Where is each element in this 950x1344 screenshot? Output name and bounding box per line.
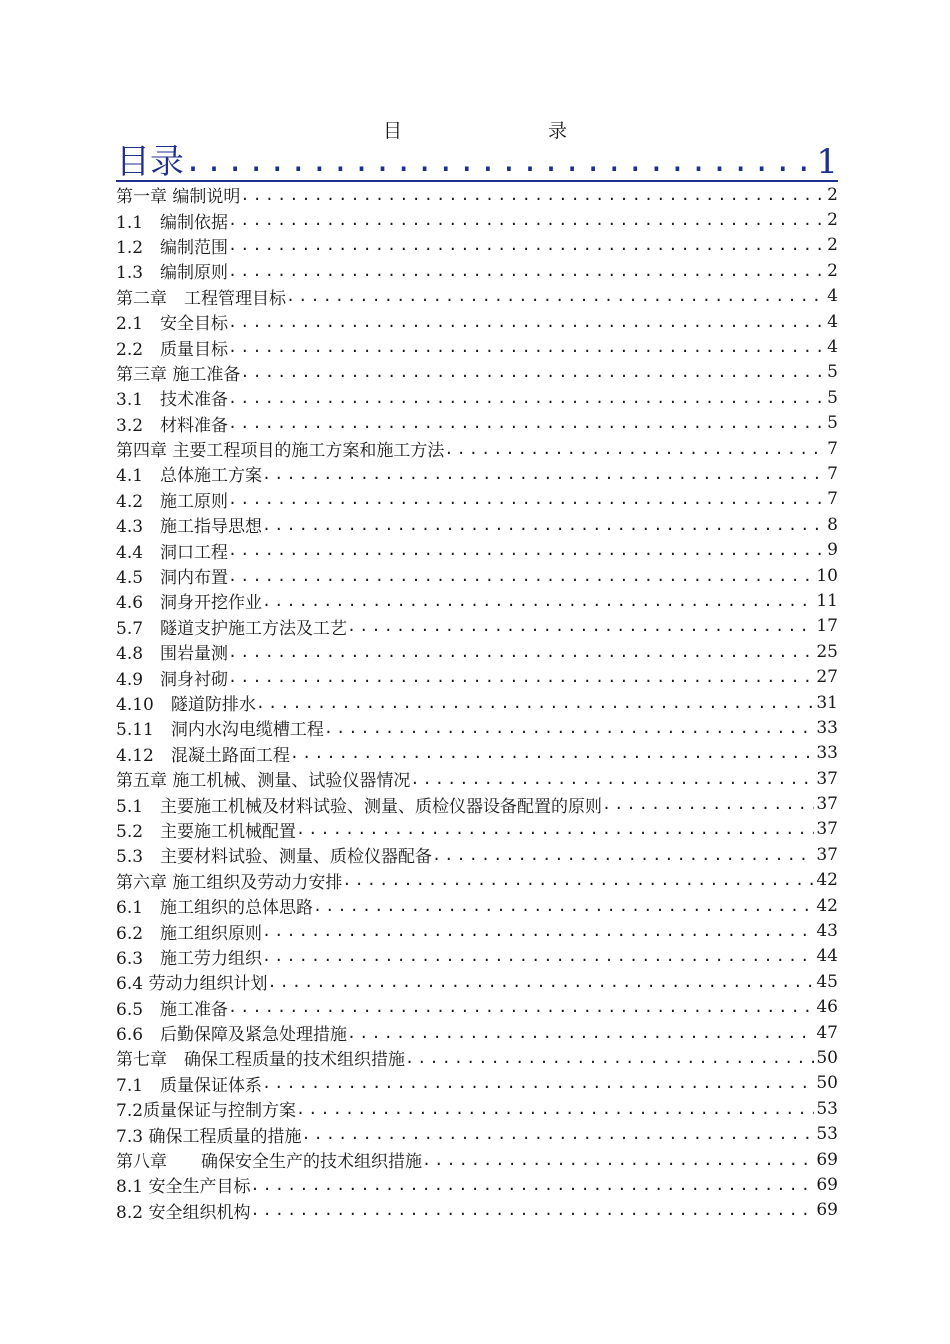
toc-entry-page: 8 xyxy=(827,514,838,535)
toc-entry-label: 4.9 洞身衬砌 xyxy=(116,669,229,690)
toc-entry-label: 6.2 施工组织原则 xyxy=(116,923,263,944)
toc-entry-page: 42 xyxy=(816,870,838,891)
page-title: 目 录 xyxy=(382,120,603,142)
toc-entry[interactable] xyxy=(116,1096,838,1121)
toc-entry-page: 33 xyxy=(816,717,838,738)
toc-entry[interactable] xyxy=(116,233,838,258)
toc-entry[interactable] xyxy=(116,614,838,639)
toc-entry[interactable] xyxy=(116,1198,838,1223)
toc-entry[interactable] xyxy=(116,309,838,334)
toc-entry-page: 2 xyxy=(827,235,838,256)
toc-entry-page: 5 xyxy=(827,362,838,383)
toc-entry-page: 5 xyxy=(827,387,838,408)
toc-entry[interactable] xyxy=(116,1045,838,1070)
toc-entry-page: 17 xyxy=(816,616,838,637)
toc-entry-label: 4.3 施工指导思想 xyxy=(116,517,263,538)
toc-entry-label: 4.6 洞身开挖作业 xyxy=(116,593,263,614)
toc-entry[interactable] xyxy=(116,284,838,309)
toc-entry-label: 6.6 后勤保障及紧急处理措施 xyxy=(116,1025,348,1046)
toc-entry-label: 1.1 编制依据 xyxy=(116,212,229,233)
toc-entry[interactable] xyxy=(116,1147,838,1172)
dot-leader xyxy=(228,313,825,331)
dot-leader xyxy=(228,541,825,559)
toc-entry-label: 6.5 施工准备 xyxy=(116,999,229,1020)
toc-entry-page: 50 xyxy=(816,1047,838,1068)
toc-entry-label: 4.1 总体施工方案 xyxy=(116,466,263,487)
toc-entry-page: 53 xyxy=(816,1124,838,1145)
toc-entry[interactable] xyxy=(116,995,838,1020)
toc-entry-label: 第六章 施工组织及劳动力安排 xyxy=(116,872,343,893)
toc-entry[interactable] xyxy=(116,918,838,943)
dot-leader xyxy=(313,897,814,915)
dot-leader xyxy=(347,617,814,635)
dot-leader xyxy=(410,770,814,788)
dot-leader xyxy=(228,262,825,280)
toc-entry[interactable] xyxy=(116,436,838,461)
dot-leader xyxy=(262,922,814,940)
toc-entry-label: 4.8 围岩量测 xyxy=(116,644,229,665)
toc-entry-page: 9 xyxy=(827,540,838,561)
toc-entry-page: 47 xyxy=(816,1022,838,1043)
toc-entry-label: 第一章 编制说明 xyxy=(116,187,241,208)
dot-leader xyxy=(296,1100,814,1118)
toc-entry[interactable] xyxy=(116,207,838,232)
dot-leader xyxy=(405,1049,814,1067)
toc-entry[interactable] xyxy=(116,360,838,385)
dot-leader xyxy=(267,973,814,991)
toc-entry-page: 2 xyxy=(827,184,838,205)
toc-entry-label: 第二章 工程管理目标 xyxy=(116,288,286,309)
dot-leader xyxy=(262,592,814,610)
toc-entry[interactable] xyxy=(116,588,838,613)
toc-entry-label: 第四章 主要工程项目的施工方案和施工方法 xyxy=(116,441,445,462)
toc-entry-page: 37 xyxy=(816,794,838,815)
dot-leader xyxy=(250,1201,814,1219)
toc-entry[interactable] xyxy=(116,512,838,537)
dot-leader xyxy=(228,668,814,686)
toc-entry-label: 5.1 主要施工机械及材料试验、测量、质检仪器设备配置的原则 xyxy=(116,796,603,817)
toc-entry-label: 第七章 确保工程质量的技术组织措施 xyxy=(116,1050,405,1071)
toc-entry-page: 53 xyxy=(816,1098,838,1119)
toc-entry-page: 4 xyxy=(827,337,838,358)
dot-leader xyxy=(228,236,825,254)
toc-entry[interactable] xyxy=(116,1020,838,1045)
toc-entry-page: 2 xyxy=(827,260,838,281)
dot-leader xyxy=(286,287,825,305)
toc-entry-label: 第三章 施工准备 xyxy=(116,364,241,385)
toc-entry-page: 69 xyxy=(816,1149,838,1170)
toc-entry-label: 4.2 施工原则 xyxy=(116,491,229,512)
dot-leader xyxy=(347,1024,814,1042)
toc-entry-page: 43 xyxy=(816,921,838,942)
toc-entry-page: 7 xyxy=(827,489,838,510)
toc-entry[interactable] xyxy=(116,487,838,512)
toc-entry[interactable] xyxy=(116,1172,838,1197)
toc-entry-page: 69 xyxy=(816,1200,838,1221)
toc-entry-label: 6.4 劳动力组织计划 xyxy=(116,974,268,995)
dot-leader xyxy=(296,820,814,838)
dot-leader xyxy=(262,1074,814,1092)
toc-entry[interactable] xyxy=(116,639,838,664)
dot-leader xyxy=(422,1151,814,1169)
toc-entry-page: 4 xyxy=(827,311,838,332)
dot-leader xyxy=(228,567,814,585)
toc-entry-page: 69 xyxy=(816,1174,838,1195)
toc-entry-label: 2.2 质量目标 xyxy=(116,339,229,360)
toc-entry-label: 6.3 施工劳力组织 xyxy=(116,948,263,969)
toc-entry-label: 第五章 施工机械、测量、试验仪器情况 xyxy=(116,771,411,792)
toc-entry[interactable] xyxy=(116,1121,838,1146)
toc-entry[interactable] xyxy=(116,893,838,918)
toc-entry[interactable] xyxy=(116,182,838,207)
dot-leader xyxy=(262,947,814,965)
toc-entry-label: 5.2 主要施工机械配置 xyxy=(116,821,297,842)
toc-entry[interactable] xyxy=(116,791,838,816)
toc-entry[interactable] xyxy=(116,334,838,359)
toc-heading-link[interactable] xyxy=(116,142,838,182)
toc-entry-label: 8.2 安全组织机构 xyxy=(116,1202,251,1223)
toc-entry-page: 44 xyxy=(816,946,838,967)
toc-entry-label: 1.3 编制原则 xyxy=(116,263,229,284)
dot-leader xyxy=(256,694,815,712)
toc-entry[interactable] xyxy=(116,817,838,842)
dot-leader xyxy=(290,744,815,762)
toc-entry-page: 37 xyxy=(816,819,838,840)
toc-entry-label: 1.2 编制范围 xyxy=(116,237,229,258)
toc-entry-label: 3.1 技术准备 xyxy=(116,390,229,411)
toc-entry-label: 7.3 确保工程质量的措施 xyxy=(116,1126,302,1147)
toc-heading-label: 目录 xyxy=(116,142,184,182)
dot-leader xyxy=(228,338,825,356)
toc-entry-page: 33 xyxy=(816,743,838,764)
toc-entry-page: 37 xyxy=(816,768,838,789)
toc-entry[interactable] xyxy=(116,664,838,689)
toc-entry-page: 50 xyxy=(816,1073,838,1094)
toc-entry-label: 4.10 隧道防排水 xyxy=(116,695,256,715)
toc-entry[interactable] xyxy=(116,537,838,562)
dot-leader xyxy=(250,1176,814,1194)
toc-entry-label: 4.4 洞口工程 xyxy=(116,542,229,563)
toc-entry[interactable] xyxy=(116,944,838,969)
toc-entry-label: 8.1 安全生产目标 xyxy=(116,1177,251,1198)
toc-list xyxy=(116,182,838,1223)
toc-entry-page: 45 xyxy=(816,971,838,992)
toc-entry-page: 46 xyxy=(816,997,838,1018)
toc-entry-label: 5.7 隧道支护施工方法及工艺 xyxy=(116,618,348,639)
dot-leader xyxy=(240,363,825,381)
toc-heading-page: 1 xyxy=(816,142,838,182)
toc-entry-label: 7.2质量保证与控制方案 xyxy=(116,1101,297,1122)
toc-entry-label: 5.3 主要材料试验、测量、质检仪器配备 xyxy=(116,847,433,868)
toc-entry[interactable] xyxy=(116,411,838,436)
toc-entry-page: 42 xyxy=(816,895,838,916)
dot-leader xyxy=(324,719,815,737)
toc-entry[interactable] xyxy=(116,258,838,283)
dot-leader xyxy=(444,440,825,458)
toc-entry[interactable] xyxy=(116,842,838,867)
toc-entry[interactable] xyxy=(116,385,838,410)
toc-entry-page: 7 xyxy=(827,438,838,459)
dot-leader xyxy=(240,186,825,204)
toc-entry[interactable] xyxy=(116,690,838,715)
toc-entry-page: 25 xyxy=(816,641,838,662)
toc-entry-label: 2.1 安全目标 xyxy=(116,314,229,335)
toc-entry-page: 31 xyxy=(816,692,838,713)
toc-entry[interactable] xyxy=(116,461,838,486)
dot-leader xyxy=(301,1125,814,1143)
toc-entry-page: 11 xyxy=(816,590,838,611)
toc-entry-label: 4.5 洞内布置 xyxy=(116,568,229,589)
dot-leader xyxy=(184,144,816,180)
dot-leader xyxy=(432,846,814,864)
toc-entry[interactable] xyxy=(116,969,838,994)
toc-entry-page: 5 xyxy=(827,413,838,434)
dot-leader xyxy=(228,414,825,432)
toc-entry[interactable] xyxy=(116,1071,838,1096)
dot-leader xyxy=(228,490,825,508)
dot-leader xyxy=(228,389,825,407)
toc-entry-page: 27 xyxy=(816,667,838,688)
toc-entry-label: 3.2 材料准备 xyxy=(116,415,229,436)
dot-leader xyxy=(228,211,825,229)
toc-entry-label: 7.1 质量保证体系 xyxy=(116,1075,263,1096)
toc-entry-label: 第八章 确保安全生产的技术组织措施 xyxy=(116,1152,422,1173)
toc-entry[interactable] xyxy=(116,868,838,893)
toc-entry[interactable] xyxy=(116,563,838,588)
toc-entry-page: 4 xyxy=(827,286,838,307)
dot-leader xyxy=(262,465,825,483)
toc-entry-page: 7 xyxy=(827,463,838,484)
toc-entry-label: 4.12 混凝土路面工程 xyxy=(116,745,290,766)
toc-entry-label: 5.11 洞内水沟电缆槽工程 xyxy=(116,720,324,741)
dot-leader xyxy=(228,998,814,1016)
dot-leader xyxy=(262,516,825,534)
toc-entry-page: 10 xyxy=(816,565,838,586)
toc-entry[interactable] xyxy=(116,766,838,791)
toc-entry-page: 37 xyxy=(816,844,838,865)
toc-entry-page: 2 xyxy=(827,210,838,231)
toc-entry[interactable] xyxy=(116,741,838,766)
dot-leader xyxy=(342,871,814,889)
toc-entry-label: 6.1 施工组织的总体思路 xyxy=(116,898,314,919)
toc-entry[interactable] xyxy=(116,715,838,740)
dot-leader xyxy=(602,795,814,813)
dot-leader xyxy=(228,643,814,661)
